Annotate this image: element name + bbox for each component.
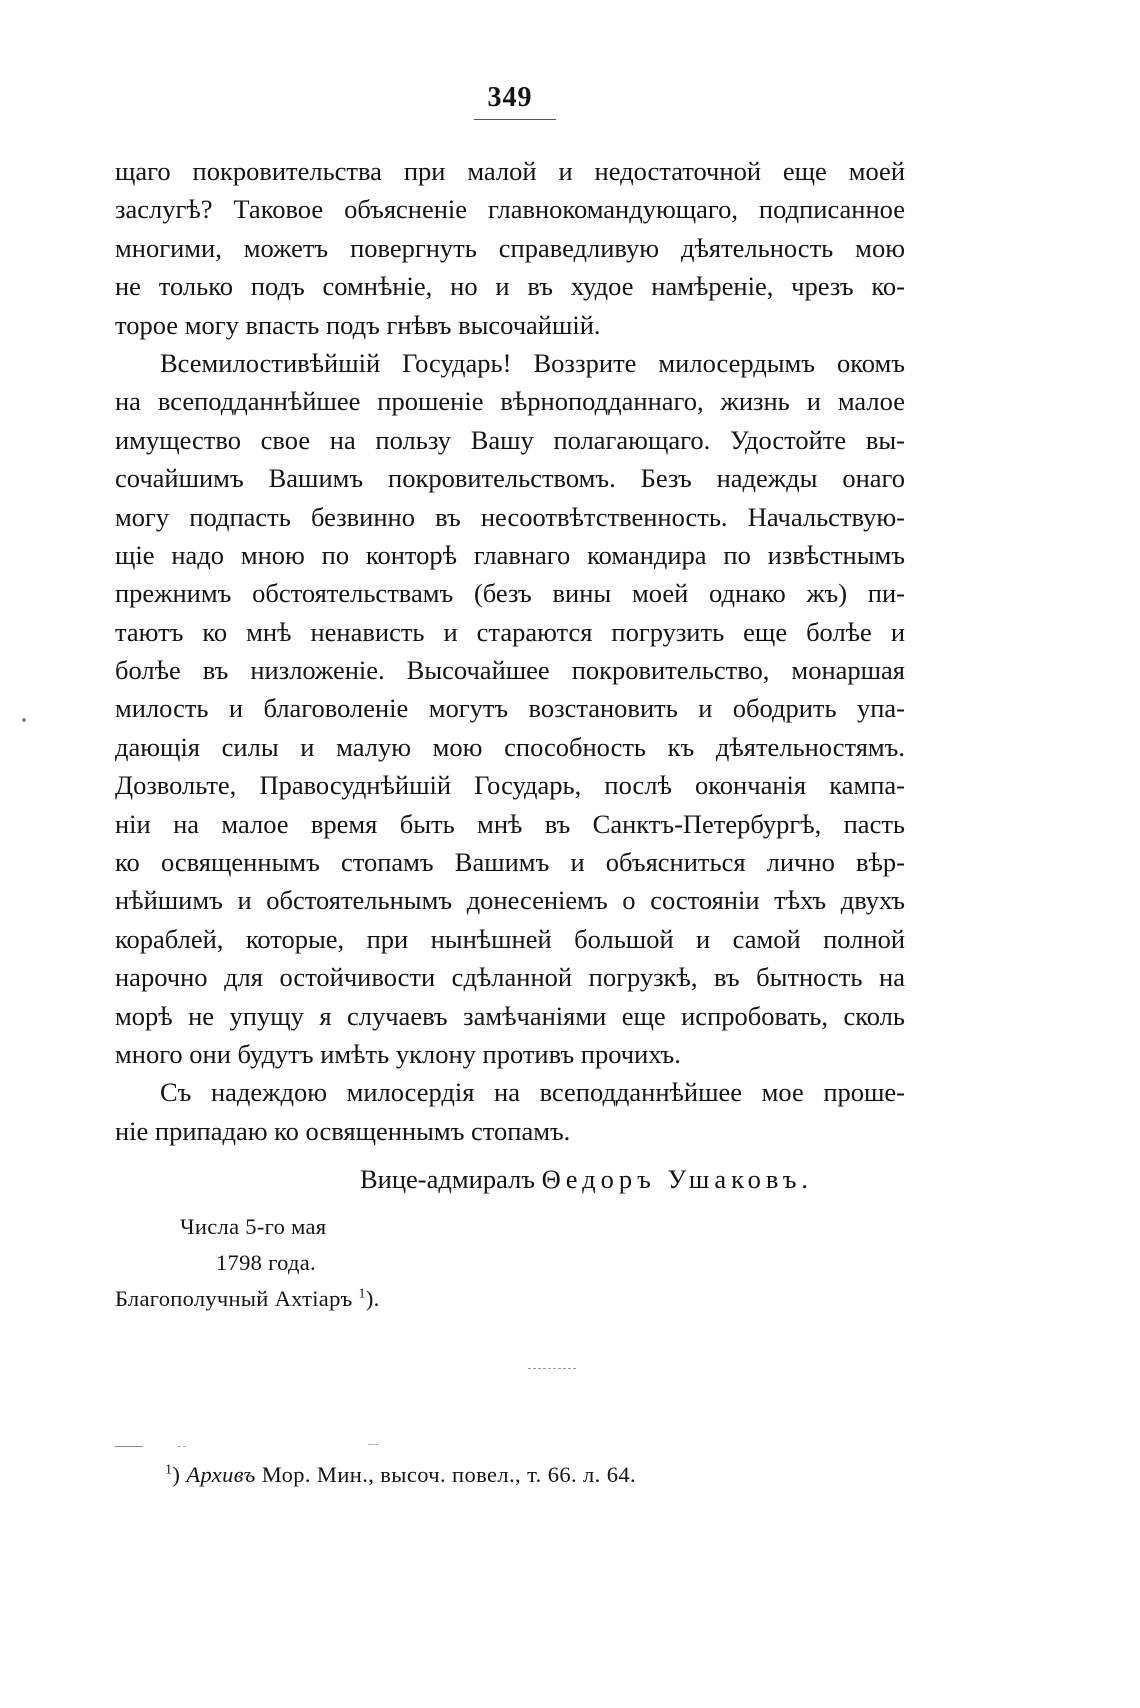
text-line: нарочно для остойчивости сдѣланной погрузкѣ, въ бытность на bbox=[115, 962, 905, 993]
page-number-underline bbox=[474, 119, 556, 120]
dateline-date: Числа 5-го мая bbox=[180, 1214, 327, 1239]
dateline-place bbox=[115, 1284, 380, 1314]
text-line: ніе припадаю ко освященнымъ стопамъ. bbox=[115, 1115, 571, 1146]
page-number: 349 bbox=[487, 82, 533, 113]
text-line: щаго покровительства при малой и недостаточной еще моей bbox=[115, 156, 905, 186]
text-line: многими, можетъ повергнуть справедливую дѣятельность мою bbox=[115, 232, 905, 263]
dateline-place-tail: ). bbox=[365, 1286, 380, 1311]
footnote bbox=[165, 1460, 636, 1490]
dateline-year: 1798 года. bbox=[216, 1250, 316, 1275]
text-line: Дозвольте, Правосуднѣйшій Государь, послѣ окончанія кампа- bbox=[115, 770, 905, 801]
text-line: таютъ ко мнѣ ненависть и стараются погрузить еще болѣе и bbox=[115, 616, 905, 647]
dateline-place-name: Благополучный Ахтіаръ bbox=[115, 1286, 353, 1311]
text-line: торое могу впасть подъ гнѣвъ высочайшій. bbox=[115, 309, 601, 340]
margin-speck bbox=[22, 718, 26, 722]
footnote-reference: 1 bbox=[358, 1286, 366, 1302]
text-line: имущество свое на пользу Вашу полагающаго. Удостойте вы- bbox=[115, 424, 905, 455]
footnote-bracket: ) bbox=[172, 1462, 181, 1487]
text-line: могу подпасть безвинно въ несоотвѣтственность. Начальствую- bbox=[115, 501, 905, 532]
footnote-rule-fragment bbox=[368, 1444, 378, 1445]
signature-name: Θедоръ Ушаковъ. bbox=[541, 1164, 814, 1194]
text-line: прежнимъ обстоятельствамъ (безъ вины моей однако жъ) пи- bbox=[115, 578, 905, 609]
separator-mark bbox=[528, 1368, 576, 1369]
text-line: щіе надо мною по конторѣ главнаго командира по извѣстнымъ bbox=[115, 539, 905, 570]
text-line: дающія силы и малую мою способность къ дѣятельностямъ. bbox=[115, 731, 905, 762]
text-line: не только подъ сомнѣніе, но и въ худое намѣреніе, чрезъ ко- bbox=[115, 271, 905, 302]
footnote-marker: 1 bbox=[165, 1462, 173, 1478]
text-line: болѣе въ низложеніе. Высочайшее покровительство, монаршая bbox=[115, 655, 905, 686]
text-line: морѣ не упущу я случаевъ замѣчаніями еще испробовать, сколь bbox=[115, 1000, 905, 1031]
text-line: милость и благоволеніе могутъ возстановить и ободрить упа- bbox=[115, 693, 905, 724]
text-line: сочайшимъ Вашимъ покровительствомъ. Безъ надежды онаго bbox=[115, 463, 905, 494]
footnote-rule bbox=[115, 1446, 143, 1447]
text-line: заслугѣ? Таковое объясненіе главнокомандующаго, подписанное bbox=[115, 194, 905, 225]
text-line: ніи на малое время быть мнѣ въ Санктъ-Петербургѣ, пасть bbox=[115, 808, 905, 839]
body-text bbox=[115, 152, 905, 1150]
text-line: кораблей, которые, при нынѣшней большой и самой полной bbox=[115, 923, 905, 954]
footnote-text: Мор. Мин., высоч. повел., т. 66. л. 64. bbox=[261, 1462, 637, 1487]
signature bbox=[360, 1160, 900, 1198]
text-line: на всеподданнѣйшее прошеніе вѣрноподданнаго, жизнь и малое bbox=[115, 386, 905, 417]
text-line: Всемилостивѣйшій Государь! Воззрите милосердымъ окомъ bbox=[160, 347, 905, 378]
signature-rank: Вице-адмиралъ bbox=[360, 1164, 535, 1194]
text-line: Съ надеждою милосердія на всеподданнѣйшее мое проше- bbox=[160, 1077, 905, 1108]
text-line: ко освященнымъ стопамъ Вашимъ и объясниться лично вѣр- bbox=[115, 847, 905, 878]
footnote-source: Архивъ bbox=[186, 1462, 256, 1487]
footnote-rule-fragment bbox=[178, 1446, 186, 1447]
text-line: нѣйшимъ и обстоятельнымъ донесеніемъ о состояніи тѣхъ двухъ bbox=[115, 885, 905, 916]
text-line: много они будутъ имѣть уклону противъ прочихъ. bbox=[115, 1038, 681, 1069]
